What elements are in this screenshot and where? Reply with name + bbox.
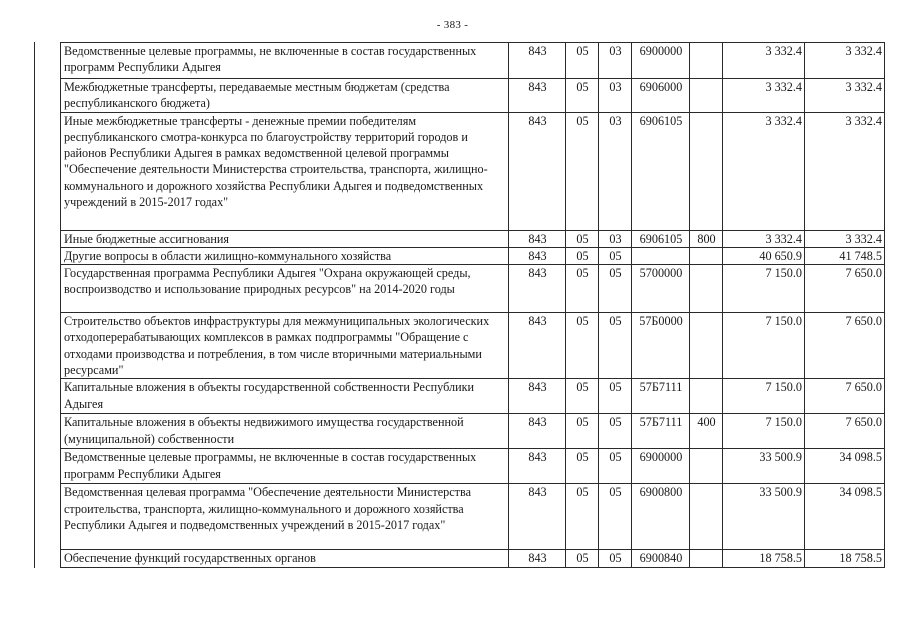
- ministry-code: 843: [509, 550, 566, 568]
- section-code: 05: [566, 247, 599, 264]
- expense-type-code: 800: [690, 230, 723, 247]
- budget-table-body: [61, 43, 885, 568]
- expense-type-code: 400: [690, 414, 723, 449]
- ministry-code: 843: [509, 265, 566, 313]
- row-name: Межбюджетные трансферты, передаваемые местным бюджетам (средства республиканского бюджета): [61, 79, 509, 113]
- target-article-code: 57Б7111: [632, 414, 690, 449]
- amount-year-2: 7 650.0: [805, 265, 885, 313]
- expense-type-code: [690, 79, 723, 113]
- table-row: [61, 247, 885, 264]
- section-code: 05: [566, 449, 599, 484]
- amount-year-1: 7 150.0: [723, 313, 805, 379]
- ministry-code: 843: [509, 379, 566, 414]
- expense-type-code: [690, 313, 723, 379]
- expense-type-code: [690, 484, 723, 550]
- section-code: 05: [566, 79, 599, 113]
- target-article-code: 6900000: [632, 43, 690, 79]
- section-code: 05: [566, 379, 599, 414]
- row-name: Ведомственная целевая программа "Обеспечение деятельности Министерства строительства, транспорта, жилищно-коммунального и дорожного хозяйства Республики Адыгея и подведомственных учреждений в 2015-2017 годах": [61, 484, 509, 550]
- amount-year-2: 41 748.5: [805, 247, 885, 264]
- expense-type-code: [690, 550, 723, 568]
- subsection-code: 03: [599, 230, 632, 247]
- target-article-code: 6900000: [632, 449, 690, 484]
- amount-year-1: 7 150.0: [723, 265, 805, 313]
- row-name: Иные бюджетные ассигнования: [61, 230, 509, 247]
- row-name: Государственная программа Республики Адыгея "Охрана окружающей среды, воспроизводство и использование природных ресурсов" на 2014-2020 годы: [61, 265, 509, 313]
- subsection-code: 03: [599, 112, 632, 230]
- row-name: Ведомственные целевые программы, не включенные в состав государственных программ Республики Адыгея: [61, 43, 509, 79]
- amount-year-1: 7 150.0: [723, 414, 805, 449]
- row-name: Строительство объектов инфраструктуры для межмуниципальных экологических отходоперерабатывающих комплексов в рамках подпрограммы "Обращение с отходами производства и потребления, в том числе вторичными материальными ресурсами": [61, 313, 509, 379]
- ministry-code: 843: [509, 313, 566, 379]
- subsection-code: 03: [599, 79, 632, 113]
- section-code: 05: [566, 550, 599, 568]
- table-row: [61, 484, 885, 550]
- row-name: Другие вопросы в области жилищно-коммунального хозяйства: [61, 247, 509, 264]
- left-margin-rule: [34, 42, 35, 568]
- amount-year-1: 40 650.9: [723, 247, 805, 264]
- amount-year-2: 3 332.4: [805, 43, 885, 79]
- ministry-code: 843: [509, 414, 566, 449]
- expense-type-code: [690, 43, 723, 79]
- target-article-code: 57Б7111: [632, 379, 690, 414]
- subsection-code: 05: [599, 414, 632, 449]
- amount-year-1: 3 332.4: [723, 112, 805, 230]
- expense-type-code: [690, 112, 723, 230]
- subsection-code: 05: [599, 265, 632, 313]
- amount-year-1: 33 500.9: [723, 484, 805, 550]
- amount-year-1: 7 150.0: [723, 379, 805, 414]
- table-row: [61, 43, 885, 79]
- section-code: 05: [566, 230, 599, 247]
- amount-year-2: 3 332.4: [805, 230, 885, 247]
- target-article-code: 6906000: [632, 79, 690, 113]
- table-row: [61, 449, 885, 484]
- amount-year-2: 34 098.5: [805, 484, 885, 550]
- target-article-code: 6900800: [632, 484, 690, 550]
- amount-year-2: 3 332.4: [805, 79, 885, 113]
- subsection-code: 05: [599, 379, 632, 414]
- table-row: [61, 414, 885, 449]
- row-name: Иные межбюджетные трансферты - денежные премии победителям республиканского смотра-конкурса по благоустройству территорий городов и районов Республики Адыгея в рамках ведомственной целевой программы "Обеспечение деятельности Министерства строительства, транспорта, жилищно-коммунального и дорожного хозяйства Республики Адыгея и подведомственных учреждений в 2015-2017 годах": [61, 112, 509, 230]
- target-article-code: 6900840: [632, 550, 690, 568]
- subsection-code: 05: [599, 247, 632, 264]
- ministry-code: 843: [509, 112, 566, 230]
- amount-year-2: 7 650.0: [805, 379, 885, 414]
- amount-year-2: 34 098.5: [805, 449, 885, 484]
- amount-year-2: 3 332.4: [805, 112, 885, 230]
- expense-type-code: [690, 265, 723, 313]
- target-article-code: [632, 247, 690, 264]
- ministry-code: 843: [509, 247, 566, 264]
- amount-year-1: 33 500.9: [723, 449, 805, 484]
- table-row: [61, 79, 885, 113]
- amount-year-1: 3 332.4: [723, 230, 805, 247]
- subsection-code: 05: [599, 449, 632, 484]
- section-code: 05: [566, 414, 599, 449]
- row-name: Капитальные вложения в объекты государственной собственности Республики Адыгея: [61, 379, 509, 414]
- section-code: 05: [566, 112, 599, 230]
- table-row: [61, 265, 885, 313]
- amount-year-2: 18 758.5: [805, 550, 885, 568]
- table-row: [61, 379, 885, 414]
- target-article-code: 6906105: [632, 112, 690, 230]
- target-article-code: 57Б0000: [632, 313, 690, 379]
- row-name: Капитальные вложения в объекты недвижимого имущества государственной (муниципальной) собственности: [61, 414, 509, 449]
- section-code: 05: [566, 265, 599, 313]
- subsection-code: 05: [599, 313, 632, 379]
- table-row: [61, 112, 885, 230]
- expense-type-code: [690, 247, 723, 264]
- table-row: [61, 230, 885, 247]
- subsection-code: 03: [599, 43, 632, 79]
- table-row: [61, 550, 885, 568]
- section-code: 05: [566, 43, 599, 79]
- section-code: 05: [566, 484, 599, 550]
- ministry-code: 843: [509, 43, 566, 79]
- row-name: Обеспечение функций государственных органов: [61, 550, 509, 568]
- ministry-code: 843: [509, 449, 566, 484]
- amount-year-2: 7 650.0: [805, 414, 885, 449]
- ministry-code: 843: [509, 79, 566, 113]
- row-name: Ведомственные целевые программы, не включенные в состав государственных программ Республики Адыгея: [61, 449, 509, 484]
- expense-type-code: [690, 379, 723, 414]
- section-code: 05: [566, 313, 599, 379]
- budget-table: [60, 42, 885, 568]
- amount-year-2: 7 650.0: [805, 313, 885, 379]
- table-row: [61, 313, 885, 379]
- amount-year-1: 3 332.4: [723, 79, 805, 113]
- ministry-code: 843: [509, 484, 566, 550]
- subsection-code: 05: [599, 550, 632, 568]
- amount-year-1: 3 332.4: [723, 43, 805, 79]
- target-article-code: 6906105: [632, 230, 690, 247]
- expense-type-code: [690, 449, 723, 484]
- page-number: - 383 -: [436, 19, 469, 31]
- amount-year-1: 18 758.5: [723, 550, 805, 568]
- ministry-code: 843: [509, 230, 566, 247]
- target-article-code: 5700000: [632, 265, 690, 313]
- subsection-code: 05: [599, 484, 632, 550]
